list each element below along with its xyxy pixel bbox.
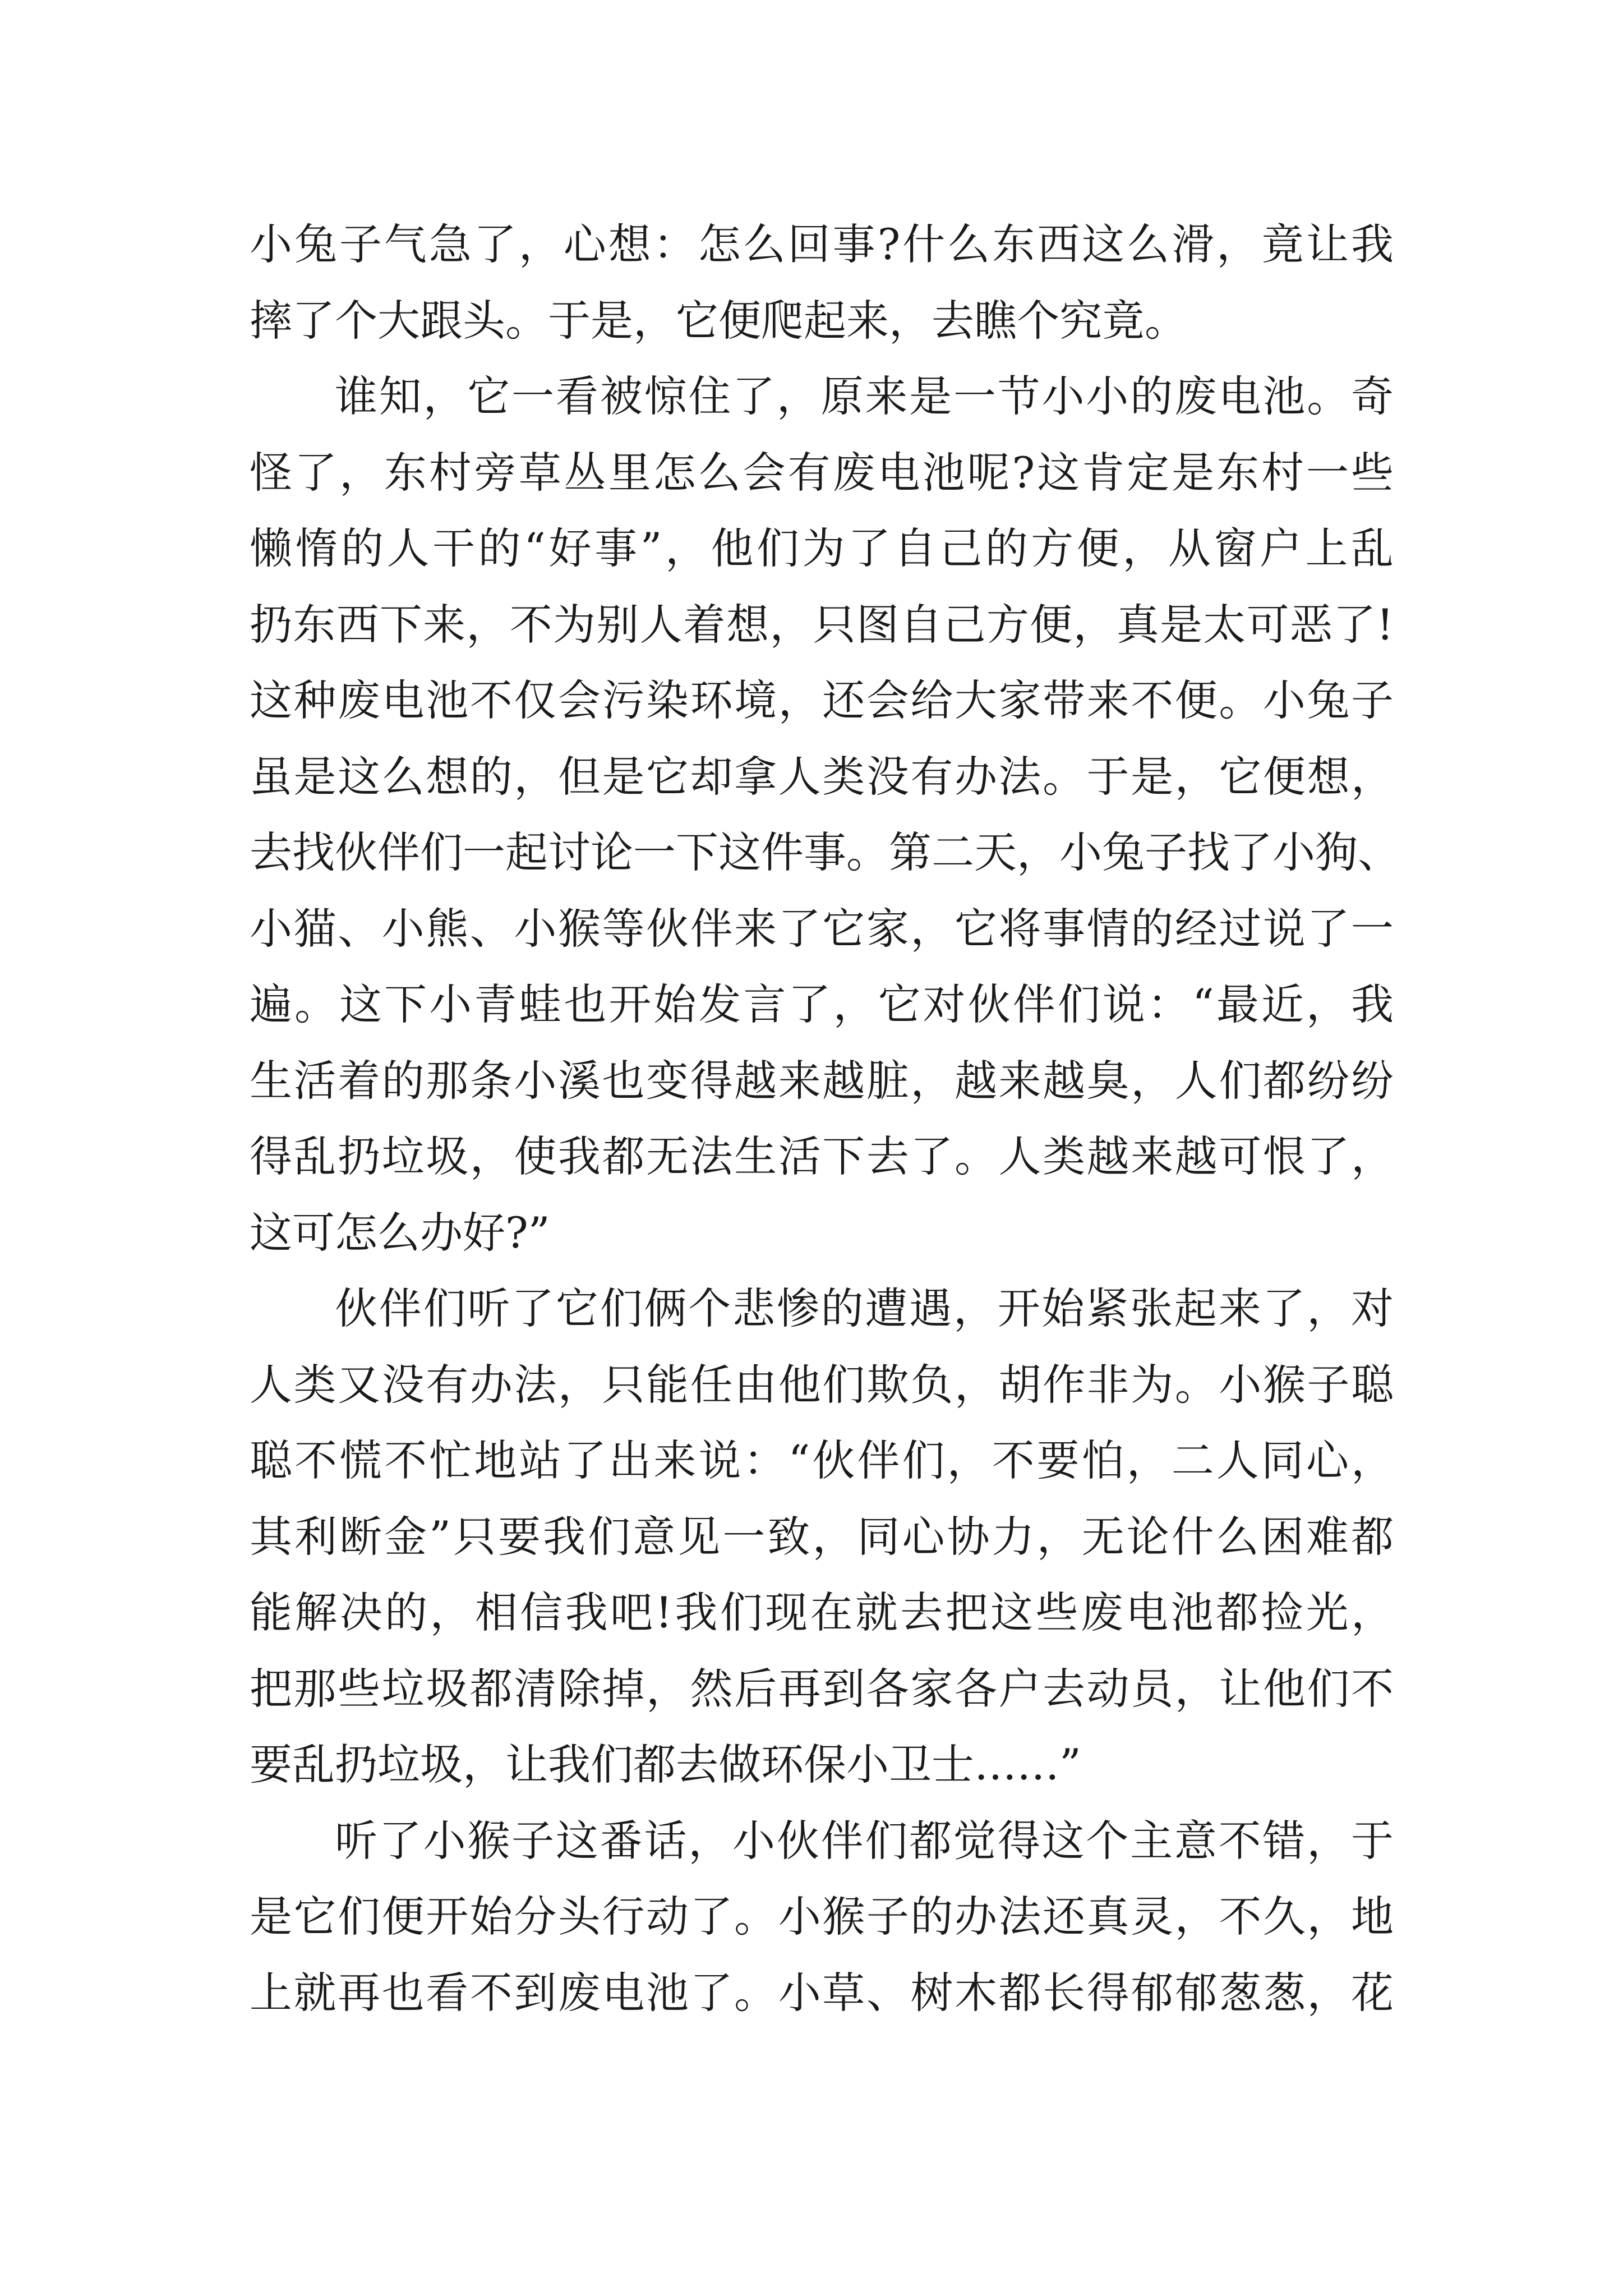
text-line: 人类又没有办法，只能任由他们欺负，胡作非为。小猴子聪 bbox=[250, 1359, 1394, 1410]
text-line: 摔了个大跟头。于是，它便爬起来，去瞧个究竟。 bbox=[250, 295, 1187, 346]
text-line: 要乱扔垃圾，让我们都去做环保小卫士……” bbox=[250, 1740, 1081, 1789]
text-line: 懒惰的人干的“好事”，他们为了自己的方便，从窗户上乱 bbox=[250, 523, 1394, 573]
text-line: 怪了，东村旁草丛里怎么会有废电池呢?这肯定是东村一些 bbox=[250, 447, 1394, 498]
paragraph bbox=[250, 206, 1394, 358]
text-line: 伙伴们听了它们俩个悲惨的遭遇，开始紧张起来了，对 bbox=[335, 1283, 1394, 1333]
body-text bbox=[250, 206, 1400, 2031]
paragraph bbox=[250, 1271, 1394, 1803]
paragraph bbox=[250, 358, 1400, 1271]
text-line: 遍。这下小青蛙也开始发言了，它对伙伴们说：“最近，我 bbox=[250, 979, 1394, 1029]
text-line: 生活着的那条小溪也变得越来越脏，越来越臭，人们都纷纷 bbox=[250, 1055, 1394, 1106]
text-line: 小兔子气急了，心想：怎么回事?什么东西这么滑，竟让我 bbox=[250, 219, 1394, 269]
text-line: 得乱扔垃圾，使我都无法生活下去了。人类越来越可恨了， bbox=[250, 1131, 1394, 1181]
text-line: 把那些垃圾都清除掉，然后再到各家各户去动员，让他们不 bbox=[250, 1663, 1394, 1714]
text-line: 扔东西下来，不为别人着想，只图自己方便，真是太可恶了! bbox=[250, 599, 1394, 650]
text-line: 小猫、小熊、小猴等伙伴来了它家，它将事情的经过说了一 bbox=[250, 903, 1394, 954]
text-line: 虽是这么想的，但是它却拿人类没有办法。于是，它便想， bbox=[250, 751, 1394, 802]
text-line: 这可怎么办好?” bbox=[250, 1207, 550, 1258]
text-line: 上就再也看不到废电池了。小草、树木都长得郁郁葱葱，花 bbox=[250, 1967, 1394, 2018]
text-line: 能解决的，相信我吧!我们现在就去把这些废电池都捡光， bbox=[250, 1588, 1394, 1637]
text-line: 这种废电池不仅会污染环境，还会给大家带来不便。小兔子 bbox=[250, 675, 1394, 725]
text-line: 听了小猴子这番话，小伙伴们都觉得这个主意不错，于 bbox=[335, 1815, 1394, 1866]
text-line: 谁知，它一看被惊住了，原来是一节小小的废电池。奇 bbox=[335, 371, 1394, 421]
text-line: 其利断金”只要我们意见一致，同心协力，无论什么困难都 bbox=[250, 1511, 1394, 1562]
paragraph bbox=[250, 1803, 1394, 2031]
text-line: 聪不慌不忙地站了出来说：“伙伴们，不要怕，二人同心， bbox=[250, 1435, 1394, 1485]
text-line: 是它们便开始分头行动了。小猴子的办法还真灵，不久，地 bbox=[250, 1892, 1394, 1941]
text-line: 去找伙伴们一起讨论一下这件事。第二天，小兔子找了小狗、 bbox=[250, 827, 1400, 877]
